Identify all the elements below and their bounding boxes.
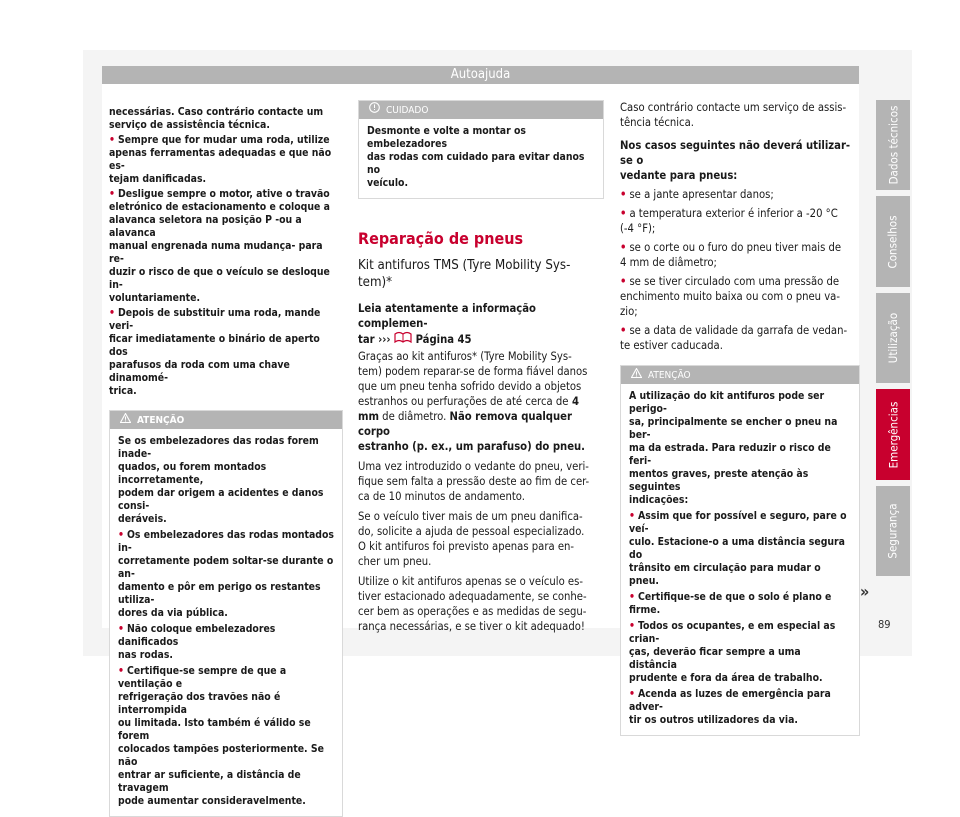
text-line: refrigeração dos travões não é interrompida [118,691,281,716]
text-line: • se se tiver circulado com uma pressão de [620,275,840,288]
bullet-dot-icon: • [118,665,124,677]
column-2 [358,100,602,634]
bullet-dot-icon: • [620,188,627,201]
text-line: ca de 10 minutos de andamento. [358,490,525,503]
subsection-heading [358,257,602,291]
bullet-dot-icon: • [118,623,124,635]
text-line: que um pneu tenha sofrido devido a objetos [358,380,582,393]
bullet-dot-icon: • [118,529,124,541]
side-tab-label: Emergências [886,401,901,468]
warning-title: ATENÇÃO [137,415,185,426]
text-line: • Não coloque embelezadores danificados [118,623,276,648]
col1-intro [109,106,335,132]
paragraph-1-lines [358,349,602,454]
bullet-dot-icon: • [629,620,635,632]
list-item [629,510,851,588]
col3-paragraph-1 [620,100,860,130]
caution-title: CUIDADO [386,105,429,116]
text-line: necessárias. Caso contrário contacte um [109,106,324,118]
text-line: prudente e fora da área de trabalho. [629,672,823,684]
text-line: Caso contrário contacte um serviço de assis- [620,101,847,114]
text-line: sa, principalmente se encher o pneu na ber- [629,416,838,441]
text-line: • Assim que for possível e seguro, pare o veí- [629,510,847,535]
warning-intro [629,390,851,507]
paragraph-4 [358,574,602,634]
text-line: O kit antifuros foi previsto apenas para en- [358,540,575,553]
text-line: colocados tampões posteriormente. Se não [118,743,324,768]
page-number: 89 [878,618,891,631]
col1-bullet-list [109,134,335,398]
text-line: enchimento muito baixa ou com o pneu va- [620,290,840,303]
text-line: Se os embelezadores das rodas forem inade- [118,435,319,460]
text-line: indicações: [629,494,689,506]
warning-bullet-list [629,510,851,727]
text-line: do, solicite a ajuda de pessoal especializado. [358,525,585,538]
caution-body [359,119,603,198]
column-3 [620,100,860,736]
warning-header [621,366,859,384]
text-line: ou limitada. Isto também é válido se forem [118,717,311,742]
section-heading: Reparação de pneus [358,229,524,248]
bullet-dot-icon: • [109,188,115,200]
text-line: deráveis. [118,513,167,525]
list-item [118,623,334,662]
text-line: • a temperatura exterior é inferior a -20 °C [620,207,838,220]
list-item [629,591,851,617]
text-line: 4 mm de diâmetro; [620,256,717,269]
text-line: trica. [109,385,137,397]
side-tab-emergencias[interactable] [876,389,910,480]
text-line: (-4 °F); [620,222,656,235]
text-line: Se o veículo tiver mais de um pneu danifica- [358,510,583,523]
text-line: nas rodas. [118,649,173,661]
text-line: • Desligue sempre o motor, ative o travão [109,188,330,200]
text-line: • Os embelezadores das rodas montados in- [118,529,334,554]
bullet-dot-icon: • [109,134,115,146]
page-header: Autoajuda [102,66,859,84]
paragraph-1 [358,349,602,454]
paragraph-3 [358,509,602,569]
page-reference-link[interactable]: Página 45 [415,333,472,346]
warning-title: ATENÇÃO [648,370,691,381]
text-line: serviço de assistência técnica. [109,119,270,131]
text-line: duzir o risco de que o veículo se desloque in- [109,266,330,291]
list-item [620,240,860,270]
warning-bullet-list [118,529,334,808]
bullet-dot-icon: • [629,688,635,700]
bold-text: 4 [568,395,579,408]
text-line: • se a data de validade da garrafa de vedan- [620,324,848,337]
warning-box-wheel-covers [109,410,343,817]
text-line: entrar ar suficiente, a distância de travagem [118,769,301,794]
text-line: voluntariamente. [109,292,201,304]
text-line: • Todos os ocupantes, e em especial as crian- [629,620,836,645]
text-line: corretamente podem soltar-se durante o an- [118,555,334,580]
list-item [620,187,860,202]
text-line: • Certifique-se de que o solo é plano e firme. [629,591,832,616]
text-line: ficar imediatamente o binário de aperto dos [109,333,320,358]
reference-arrows: ››› [378,333,391,346]
caution-header [359,101,603,119]
paragraph-2 [358,459,602,504]
bullet-dot-icon: • [109,307,115,319]
warning-body [110,429,342,816]
text-line: podem dar origem a acidentes e danos consi- [118,487,324,512]
reference-line-1: Leia atentamente a informação complemen- [358,302,536,330]
caution-box [358,100,604,199]
text-line: Graças ao kit antifuros* (Tyre Mobility Sys- [358,350,572,363]
text-line: cer bem as operações e as medidas de segu- [358,605,587,618]
text-line: Nos casos seguintes não deverá utilizar-se o [620,139,851,167]
col3-bullet-list [620,187,860,353]
text-line: Utilize o kit antifuros apenas se o veículo es- [358,575,583,588]
text-line: fique sem falta a pressão deste ao fim de cer- [358,475,590,488]
text-line: zio; [620,305,638,318]
text-line: mm de diâmetro. Não remova qualquer corpo [358,410,572,438]
text-line: • Acenda as luzes de emergência para adver- [629,688,831,713]
text-line: eletrónico de estacionamento e coloque a [109,201,330,213]
bullet-dot-icon: • [620,207,627,220]
book-icon [394,333,412,346]
continue-arrow: » [860,582,870,601]
bullet-dot-icon: • [620,324,627,337]
text-line: tir os outros utilizadores da via. [629,714,798,726]
text-line: ma da estrada. Para reduzir o risco de feri- [629,442,831,467]
text-line: A utilização do kit antifuros pode ser perigo- [629,390,825,415]
side-tab-label: Utilização [886,312,901,364]
text-line: alavanca seletora na posição P -ou a alavanca [109,214,302,239]
text-line: apenas ferramentas adequadas e que não es- [109,147,332,172]
list-item [109,134,335,186]
warning-triangle-icon [631,366,642,384]
text-line: • Depois de substituir uma roda, mande veri- [109,307,321,332]
bullet-dot-icon: • [620,275,627,288]
info-circle-icon [369,101,380,119]
reference-note [358,301,602,347]
text-line: das rodas com cuidado para evitar danos no [367,151,585,176]
text-line: damento e pôr em perigo os restantes utiliza- [118,581,321,606]
text-line: • se o corte ou o furo do pneu tiver mais de [620,241,842,254]
text-line: dores da via pública. [118,607,228,619]
list-item [629,620,851,685]
side-tab-label: Dados técnicos [886,105,900,185]
warning-box-tire-kit [620,365,860,736]
bold-text: estranho (p. ex., um parafuso) do pneu. [358,440,586,453]
side-tab-seguranca[interactable] [876,486,910,576]
text-line: tiver estacionado adequadamente, se conhe- [358,590,587,603]
reference-line-2: tar [358,333,375,346]
side-tab-conselhos[interactable] [876,196,910,287]
bullet-dot-icon: • [629,591,635,603]
text-line: mentos graves, preste atenção às seguintes [629,468,809,493]
text-line: parafusos da roda com uma chave dinamomé- [109,359,290,384]
side-tab-label: Segurança [886,503,900,559]
text-line: culo. Estacione-o a uma distância segura do [629,536,845,561]
bullet-dot-icon: • [629,510,635,522]
warning-triangle-icon [120,411,131,429]
side-tab-utilizacao[interactable] [876,293,910,383]
warning-intro [118,435,334,526]
warning-body [621,384,859,735]
text-line: te estiver caducada. [620,339,723,352]
col3-bold-intro [620,138,860,183]
text-line: • Sempre que for mudar uma roda, utilize [109,134,330,146]
text-line: Desmonte e volte a montar os embelezadores [367,125,526,150]
bold-text: mm [358,410,379,423]
text-line: • se a jante apresentar danos; [620,188,774,201]
bullet-dot-icon: • [620,241,627,254]
text-line: tejam danificadas. [109,173,207,185]
text-line: pode aumentar consideravelmente. [118,795,306,807]
text-line: tem) podem reparar-se de forma fiável danos [358,365,588,378]
text-line: manual engrenada numa mudança- para re- [109,240,323,265]
text-line: vedante para pneus: [620,169,738,182]
text-line: rança necessárias, e se tiver o kit adequado! [358,620,585,633]
list-item [620,206,860,236]
text-line: • Certifique-se sempre de que a ventilação e [118,665,287,690]
list-item [109,307,335,398]
bold-text: Não remova qualquer corpo [358,410,572,438]
text-line: tência técnica. [620,116,694,129]
side-tab-dados-tecnicos[interactable] [876,100,910,190]
list-item [118,665,334,808]
text-line: cher um pneu. [358,555,432,568]
column-1 [109,106,335,817]
text-line: quados, ou forem montados incorretamente, [118,461,267,486]
list-item [620,274,860,319]
text-line: Kit antifuros TMS (Tyre Mobility Sys- [358,258,571,273]
list-item [620,323,860,353]
list-item [118,529,334,620]
text-line: ças, deverão ficar sempre a uma distância [629,646,801,671]
text-line: trânsito em circulação para mudar o pneu. [629,562,821,587]
text-line: tem)* [358,275,393,290]
warning-header [110,411,342,429]
text-line: estranhos ou perfurações de até cerca de 4 [358,395,579,408]
list-item [109,188,335,305]
text-line: veículo. [367,177,409,189]
side-tab-label: Conselhos [886,214,900,269]
text-line: Uma vez introduzido o vedante do pneu, veri- [358,460,589,473]
